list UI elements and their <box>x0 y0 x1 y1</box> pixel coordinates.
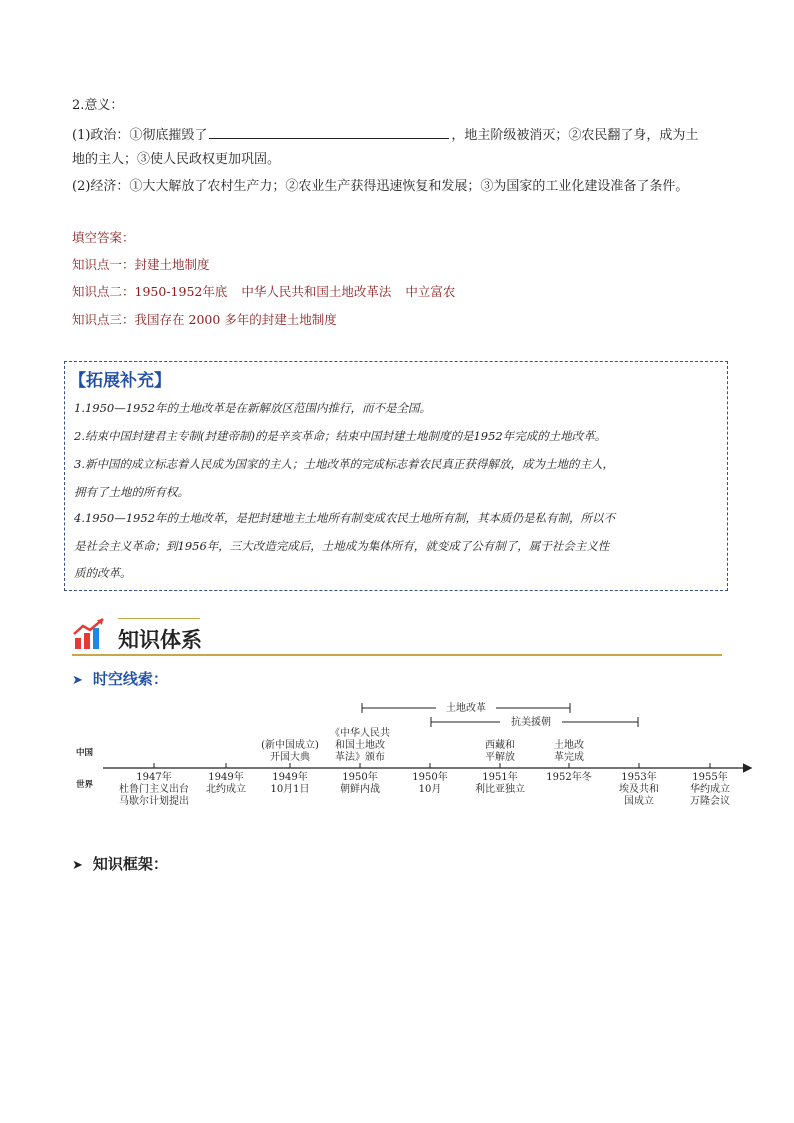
world-event: 杜鲁门主义出台 <box>119 784 189 795</box>
framework-heading-text: 知识框架： <box>92 855 168 873</box>
supplement-line: 2.结束中国封建君主专制(封建帝制)的是辛亥革命；结束中国封建土地制度的是1952年完成的土地改革。 <box>74 429 607 443</box>
timeline-date: 1955年 <box>692 772 728 783</box>
timeline-events <box>119 726 730 807</box>
china-event: 平解放 <box>485 752 515 763</box>
supplement-line: 质的改革。 <box>74 566 132 580</box>
timeline-date: 1951年 <box>482 772 518 783</box>
economic-line: (2)经济：①大大解放了农村生产力；②农业生产获得迅速恢复和发展；③为国家的工业化建设准备了条件。 <box>72 179 689 194</box>
china-event: (新中国成立) <box>261 740 319 751</box>
arrow-right-icon: ➤ <box>72 858 83 873</box>
timeline-heading <box>72 668 168 689</box>
timeline-date: 1949年 <box>272 772 308 783</box>
answer-k1 <box>72 256 210 274</box>
framework-heading <box>72 853 168 874</box>
world-event: 马歇尔计划提出 <box>119 796 189 807</box>
answer-k3-label: 知识点三： <box>72 312 135 327</box>
span-land-reform-label: 土地改革 <box>446 703 486 714</box>
answer-k3 <box>72 311 337 329</box>
world-event: 华约成立 <box>690 784 730 795</box>
world-event: 万隆会议 <box>690 796 730 807</box>
row-label-world: 世界 <box>76 780 94 790</box>
answer-k2-b: 中华人民共和国土地改革法 <box>241 284 392 299</box>
timeline-date: 1952年冬 <box>546 772 592 783</box>
answer-k1-value: 封建土地制度 <box>134 257 210 272</box>
answer-k2-a: 1950-1952年底 <box>134 284 228 299</box>
world-event: 利比亚独立 <box>475 784 525 795</box>
answer-k1-label: 知识点一： <box>72 257 135 272</box>
china-event: 西藏和 <box>485 740 515 751</box>
china-event: 土地改 <box>554 740 584 751</box>
timeline-date: 1950年 <box>412 772 448 783</box>
section-title: 知识体系 <box>118 628 202 652</box>
timeline-heading-text: 时空线索： <box>92 670 168 688</box>
china-event: 革完成 <box>554 752 584 763</box>
political-text-a: (1)政治：①彻底摧毁了 <box>72 128 208 143</box>
supplement-line: 是社会主义革命；到1956年，三大改造完成后，土地成为集体所有，就变成了公有制了，属于社会主义性 <box>74 539 610 553</box>
world-event: 10月 <box>418 784 442 795</box>
fill-blank[interactable] <box>209 124 449 139</box>
political-line-2: 地的主人；③使人民政权更加巩固。 <box>72 152 281 167</box>
timeline-diagram <box>0 690 794 820</box>
row-label-china: 中国 <box>76 748 94 758</box>
arrow-right-icon: ➤ <box>72 673 83 688</box>
world-event: 埃及共和 <box>619 784 659 795</box>
supplement-line: 1.1950—1952年的土地改革是在新解放区范围内推行，而不是全国。 <box>74 401 432 415</box>
world-event: 朝鲜内战 <box>340 784 380 795</box>
china-event: 《中华人民共 <box>330 728 390 739</box>
political-text-b: ，地主阶级被消灭；②农民翻了身，成为土 <box>451 128 699 143</box>
supplement-title: 【拓展补充】 <box>69 371 171 391</box>
china-event: 和国土地改 <box>335 740 385 751</box>
china-event: 革法》颁布 <box>335 752 385 763</box>
supplement-line: 4.1950—1952年的土地改革，是把封建地主土地所有制变成农民土地所有制，其本质仍是私有制，所以不 <box>74 511 616 525</box>
world-event: 国成立 <box>624 796 654 807</box>
answer-k3-value: 我国存在 2000 多年的封建土地制度 <box>134 312 337 327</box>
significance-heading: 2.意义： <box>72 98 124 113</box>
china-event: 开国大典 <box>270 752 310 763</box>
answer-k2-c: 中立富农 <box>405 284 456 299</box>
timeline-date: 1949年 <box>208 772 244 783</box>
timeline-date: 1950年 <box>342 772 378 783</box>
answer-k2 <box>72 283 455 301</box>
span-korea-label: 抗美援朝 <box>511 717 551 728</box>
answers-heading: 填空答案： <box>72 230 135 245</box>
chart-growth-icon <box>72 616 108 652</box>
political-line <box>72 124 698 145</box>
world-event: 北约成立 <box>206 784 246 795</box>
world-event: 10月1日 <box>270 784 310 795</box>
supplement-line: 拥有了土地的所有权。 <box>74 485 189 499</box>
answer-k2-label: 知识点二： <box>72 284 135 299</box>
timeline-date: 1953年 <box>621 772 657 783</box>
timeline-date: 1947年 <box>136 772 172 783</box>
supplement-line: 3.新中国的成立标志着人民成为国家的主人；土地改革的完成标志着农民真正获得解放，成为土地的主人， <box>74 457 614 471</box>
supplement-box <box>64 361 728 591</box>
section-rule <box>72 654 722 656</box>
section-rule-top <box>118 618 200 619</box>
